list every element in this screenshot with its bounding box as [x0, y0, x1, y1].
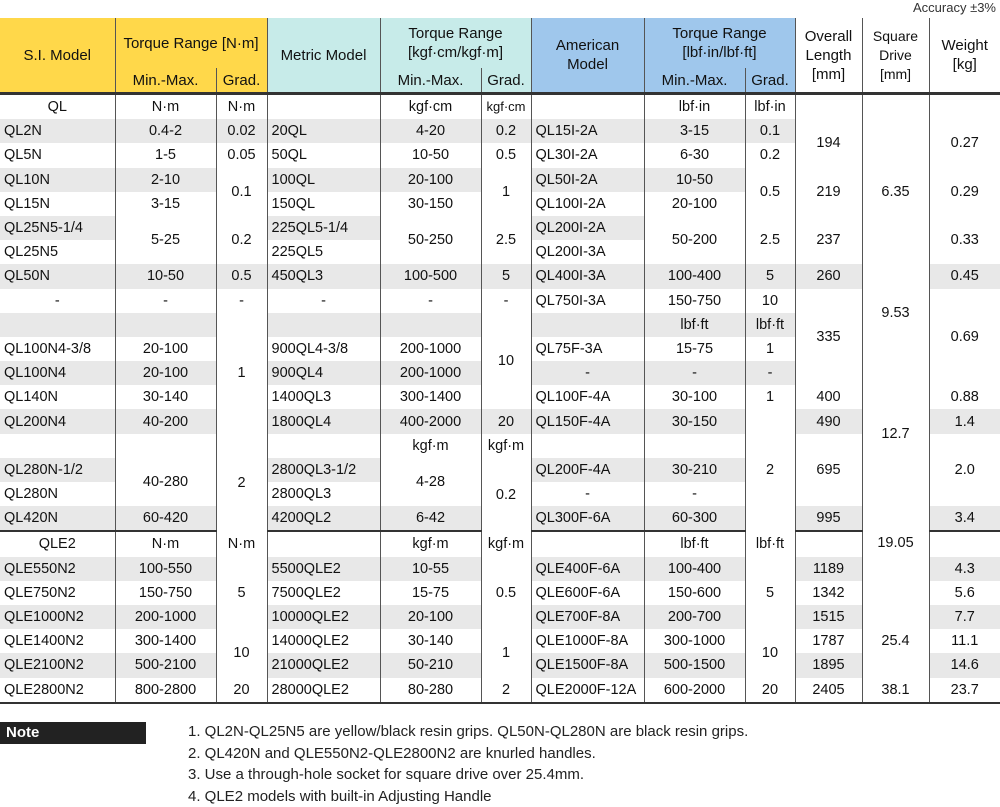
unit-cell: kgf·m — [481, 531, 531, 556]
grad-cell: 1 — [481, 168, 531, 216]
cell: - — [216, 289, 267, 313]
unit-cell: lbf·ft — [745, 313, 795, 337]
cell — [644, 434, 745, 458]
table-row — [0, 409, 1000, 433]
cell: 0.2 — [745, 143, 795, 167]
metric-model-cell: 5500QLE2 — [267, 557, 380, 581]
metric-model-cell: 450QL3 — [267, 264, 380, 288]
weight-cell: 3.4 — [929, 506, 1000, 531]
si-model-cell: QL2N — [0, 119, 115, 143]
cell — [267, 94, 380, 120]
cell: 3-15 — [115, 192, 216, 216]
cell: 80-280 — [380, 678, 481, 703]
metric-model-cell: 225QL5 — [267, 240, 380, 264]
si-model-cell: QL50N — [0, 264, 115, 288]
grad-cell: 0.1 — [216, 168, 267, 216]
cell — [795, 531, 862, 556]
american-model-cell: QL150F-4A — [531, 409, 644, 433]
cell: 300-1000 — [644, 629, 745, 653]
cell: 1 — [745, 385, 795, 409]
cell: 10-55 — [380, 557, 481, 581]
cell: 0.2 — [481, 119, 531, 143]
weight-cell: 11.1 — [929, 629, 1000, 653]
length-cell: 1189 — [795, 557, 862, 581]
grad-cell: 2 — [216, 434, 267, 532]
cell: 30-140 — [115, 385, 216, 409]
col-weight: Weight [kg] — [929, 18, 1000, 94]
grad-cell: 1 — [481, 629, 531, 677]
note-item: 3. Use a through-hole socket for square drive over 25.4mm. — [188, 764, 748, 786]
col-american-model: American Model — [531, 18, 644, 94]
cell: - — [644, 361, 745, 385]
length-cell: 490 — [795, 409, 862, 433]
cell: 50-210 — [380, 653, 481, 677]
si-model-cell: QL280N — [0, 482, 115, 506]
american-model-cell: QLE2000F-12A — [531, 678, 644, 703]
cell: 6-42 — [380, 506, 481, 531]
cell: 30-100 — [644, 385, 745, 409]
metric-model-cell: 1800QL4 — [267, 409, 380, 433]
grad-cell: 10 — [745, 629, 795, 677]
cell: 30-150 — [644, 409, 745, 433]
american-model-cell: QL750I-3A — [531, 289, 644, 313]
weight-cell: 0.29 — [929, 168, 1000, 216]
col-torque-lbf: Torque Range [lbf·in/lbf·ft] — [644, 18, 795, 68]
cell: 100-400 — [644, 557, 745, 581]
length-cell: 260 — [795, 264, 862, 288]
cell: 30-140 — [380, 629, 481, 653]
american-model-cell: QL15I-2A — [531, 119, 644, 143]
cell: 1-5 — [115, 143, 216, 167]
table-row — [0, 264, 1000, 288]
cell — [380, 313, 481, 337]
si-model-cell: QL15N — [0, 192, 115, 216]
cell: 100-500 — [380, 264, 481, 288]
american-model-cell: QL200I-3A — [531, 240, 644, 264]
note-label: Note — [0, 722, 146, 744]
cell: N·m — [216, 94, 267, 120]
cell: 150-750 — [644, 289, 745, 313]
length-cell: 995 — [795, 506, 862, 531]
table-row — [0, 557, 1000, 581]
si-model-cell: QL140N — [0, 385, 115, 409]
si-model-cell: QL5N — [0, 143, 115, 167]
cell: 600-2000 — [644, 678, 745, 703]
si-model-cell: QL — [0, 94, 115, 120]
weight-cell: 0.45 — [929, 264, 1000, 288]
cell: 2 — [481, 678, 531, 703]
range-cell: 50-250 — [380, 216, 481, 264]
si-model-cell: QL25N5 — [0, 240, 115, 264]
length-cell: 400 — [795, 385, 862, 409]
unit-cell: lbf·ft — [644, 531, 745, 556]
cell: 3-15 — [644, 119, 745, 143]
metric-model-cell: 900QL4 — [267, 361, 380, 385]
col-metric-model: Metric Model — [267, 18, 380, 94]
length-cell: 335 — [795, 289, 862, 386]
american-model-cell: QL200I-2A — [531, 216, 644, 240]
square-drive-cell: 12.7 — [862, 337, 929, 532]
subcol-minmax: Min.-Max. — [115, 68, 216, 94]
square-drive-cell: 9.53 — [862, 289, 929, 337]
si-model-cell: QL100N4-3/8 — [0, 337, 115, 361]
american-model-cell: QLE400F-6A — [531, 557, 644, 581]
cell: 20 — [216, 678, 267, 703]
cell: kgf·cm — [380, 94, 481, 120]
american-model-cell: - — [531, 482, 644, 506]
weight-cell: 1.4 — [929, 409, 1000, 433]
cell: 20-100 — [115, 337, 216, 361]
cell: 0.5 — [216, 264, 267, 288]
cell: 100-400 — [644, 264, 745, 288]
range-cell: 50-200 — [644, 216, 745, 264]
cell — [929, 531, 1000, 556]
weight-cell: 2.0 — [929, 434, 1000, 507]
cell: 20 — [481, 409, 531, 433]
si-model-cell: QLE750N2 — [0, 581, 115, 605]
cell: 30-150 — [380, 192, 481, 216]
grad-cell: 0.2 — [216, 216, 267, 264]
cell — [0, 313, 115, 337]
metric-model-cell: 10000QLE2 — [267, 605, 380, 629]
cell: 300-1400 — [115, 629, 216, 653]
weight-cell: 23.7 — [929, 678, 1000, 703]
unit-cell: kgf·m — [380, 531, 481, 556]
accuracy-note: Accuracy ±3% — [913, 0, 996, 15]
square-drive-cell: 19.05 — [862, 531, 929, 629]
cell: 0.05 — [216, 143, 267, 167]
weight-cell: 0.27 — [929, 119, 1000, 167]
american-model-cell: QL50I-2A — [531, 168, 644, 192]
grad-cell: 5 — [745, 557, 795, 630]
cell: 15-75 — [644, 337, 745, 361]
table-row — [0, 168, 1000, 192]
unit-cell: N·m — [115, 531, 216, 556]
cell: 2-10 — [115, 168, 216, 192]
cell: 6-30 — [644, 143, 745, 167]
metric-model-cell: 2800QL3 — [267, 482, 380, 506]
grad-cell: 0.2 — [481, 458, 531, 532]
cell: 1 — [745, 337, 795, 361]
weight-cell: 4.3 — [929, 557, 1000, 581]
weight-cell: 0.88 — [929, 385, 1000, 409]
cell: lbf·in — [745, 94, 795, 120]
grad-cell: 0.5 — [745, 168, 795, 216]
si-model-cell: QL25N5-1/4 — [0, 216, 115, 240]
note-list — [188, 721, 748, 807]
metric-model-cell: 900QL4-3/8 — [267, 337, 380, 361]
si-model-cell: QLE1000N2 — [0, 605, 115, 629]
si-model-cell: QL420N — [0, 506, 115, 531]
grad-cell: 5 — [216, 557, 267, 630]
cell: 0.4-2 — [115, 119, 216, 143]
note-item: 4. QLE2 models with built-in Adjusting Handle — [188, 786, 748, 807]
col-si-model: S.I. Model — [0, 18, 115, 94]
si-model-cell: QL280N-1/2 — [0, 458, 115, 482]
cell: 500-2100 — [115, 653, 216, 677]
cell: 10-50 — [115, 264, 216, 288]
unit-cell: lbf·ft — [745, 531, 795, 556]
cell: 200-1000 — [380, 337, 481, 361]
cell: kgf·cm — [481, 94, 531, 120]
cell — [115, 313, 216, 337]
length-cell: 237 — [795, 216, 862, 264]
american-model-cell: QLE700F-8A — [531, 605, 644, 629]
cell: 800-2800 — [115, 678, 216, 703]
american-model-cell: QLE1000F-8A — [531, 629, 644, 653]
cell: 20 — [745, 678, 795, 703]
metric-model-cell: 50QL — [267, 143, 380, 167]
cell: 0.02 — [216, 119, 267, 143]
cell: 150-750 — [115, 581, 216, 605]
unit-cell: kgf·m — [481, 434, 531, 458]
cell: 4-20 — [380, 119, 481, 143]
cell: 20-100 — [380, 605, 481, 629]
american-model-cell: QL30I-2A — [531, 143, 644, 167]
cell: 5 — [745, 264, 795, 288]
si-model-cell: QLE550N2 — [0, 557, 115, 581]
table-row — [0, 531, 1000, 556]
table-row — [0, 289, 1000, 313]
cell: N·m — [115, 94, 216, 120]
weight-cell: 7.7 — [929, 605, 1000, 629]
metric-model-cell: 4200QL2 — [267, 506, 380, 531]
cell: 20-100 — [115, 361, 216, 385]
cell: 400-2000 — [380, 409, 481, 433]
cell: 20-100 — [380, 168, 481, 192]
american-model-cell: QL400I-3A — [531, 264, 644, 288]
spec-table — [0, 18, 1000, 704]
cell: 5 — [481, 264, 531, 288]
si-model-cell: QL10N — [0, 168, 115, 192]
grad-cell: 0.5 — [481, 557, 531, 630]
cell: 200-1000 — [380, 361, 481, 385]
length-cell: 1787 — [795, 629, 862, 653]
si-model-cell: QLE2 — [0, 531, 115, 556]
table-row — [0, 216, 1000, 240]
american-model-cell: QL100I-2A — [531, 192, 644, 216]
metric-model-cell: 1400QL3 — [267, 385, 380, 409]
unit-cell: kgf·m — [380, 434, 481, 458]
american-model-cell: QLE600F-6A — [531, 581, 644, 605]
american-model-cell: QL300F-6A — [531, 506, 644, 531]
cell: - — [115, 289, 216, 313]
cell: - — [380, 289, 481, 313]
range-cell: 4-28 — [380, 458, 481, 506]
american-model-cell: QL200F-4A — [531, 458, 644, 482]
length-cell: 2405 — [795, 678, 862, 703]
col-square-drive: Square Drive [mm] — [862, 18, 929, 94]
metric-model-cell: 20QL — [267, 119, 380, 143]
cell: 10-50 — [380, 143, 481, 167]
weight-cell: 14.6 — [929, 653, 1000, 677]
table-row — [0, 629, 1000, 653]
si-model-cell: QLE2100N2 — [0, 653, 115, 677]
cell: 10-50 — [644, 168, 745, 192]
square-drive-cell: 38.1 — [862, 678, 929, 703]
metric-model-cell: 225QL5-1/4 — [267, 216, 380, 240]
cell: - — [644, 482, 745, 506]
grad-cell: 2 — [745, 409, 795, 531]
length-cell: 194 — [795, 119, 862, 167]
cell: 20-100 — [644, 192, 745, 216]
subcol-grad: Grad. — [216, 68, 267, 94]
metric-model-cell: 14000QLE2 — [267, 629, 380, 653]
metric-model-cell: 28000QLE2 — [267, 678, 380, 703]
weight-cell: 0.69 — [929, 289, 1000, 386]
cell — [0, 434, 115, 458]
cell: 60-420 — [115, 506, 216, 531]
grad-cell: 10 — [481, 313, 531, 410]
length-cell: 1895 — [795, 653, 862, 677]
cell: - — [481, 289, 531, 313]
cell: 200-700 — [644, 605, 745, 629]
cell: - — [745, 361, 795, 385]
cell: 0.1 — [745, 119, 795, 143]
table-row — [0, 678, 1000, 703]
table-row — [0, 119, 1000, 143]
cell: 40-200 — [115, 409, 216, 433]
subcol-grad: Grad. — [745, 68, 795, 94]
grad-cell: 2.5 — [745, 216, 795, 264]
cell: 100-550 — [115, 557, 216, 581]
weight-cell: 0.33 — [929, 216, 1000, 264]
cell — [531, 434, 644, 458]
col-torque-nm: Torque Range [N·m] — [115, 18, 267, 68]
length-cell: 1342 — [795, 581, 862, 605]
cell: 200-1000 — [115, 605, 216, 629]
square-drive-cell: 6.35 — [862, 94, 929, 289]
grad-cell: 2.5 — [481, 216, 531, 264]
unit-cell: N·m — [216, 531, 267, 556]
si-model-cell: QL100N4 — [0, 361, 115, 385]
american-model-cell: QLE1500F-8A — [531, 653, 644, 677]
cell — [795, 94, 862, 120]
si-model-cell: - — [0, 289, 115, 313]
length-cell: 1515 — [795, 605, 862, 629]
range-cell: 40-280 — [115, 458, 216, 506]
si-model-cell: QLE1400N2 — [0, 629, 115, 653]
cell — [267, 531, 380, 556]
note-item: 1. QL2N-QL25N5 are yellow/black resin grips. QL50N-QL280N are black resin grips. — [188, 721, 748, 743]
metric-model-cell: 2800QL3-1/2 — [267, 458, 380, 482]
cell — [115, 434, 216, 458]
square-drive-cell: 25.4 — [862, 629, 929, 677]
american-model-cell: - — [531, 361, 644, 385]
grad-cell: 1 — [216, 313, 267, 434]
cell: lbf·in — [644, 94, 745, 120]
cell: 30-210 — [644, 458, 745, 482]
cell: 15-75 — [380, 581, 481, 605]
cell — [531, 313, 644, 337]
length-cell: 219 — [795, 168, 862, 216]
weight-cell: 5.6 — [929, 581, 1000, 605]
col-overall-length: Overall Length [mm] — [795, 18, 862, 94]
cell: 300-1400 — [380, 385, 481, 409]
cell: 10 — [745, 289, 795, 313]
american-model-cell: QL100F-4A — [531, 385, 644, 409]
cell — [267, 434, 380, 458]
note-item: 2. QL420N and QLE550N2-QLE2800N2 are knurled handles. — [188, 743, 748, 765]
metric-model-cell: 7500QLE2 — [267, 581, 380, 605]
range-cell: 5-25 — [115, 216, 216, 264]
metric-model-cell: 100QL — [267, 168, 380, 192]
cell: 150-600 — [644, 581, 745, 605]
cell: 500-1500 — [644, 653, 745, 677]
unit-cell: lbf·ft — [644, 313, 745, 337]
cell: 0.5 — [481, 143, 531, 167]
metric-model-cell: - — [267, 289, 380, 313]
metric-model-cell: 21000QLE2 — [267, 653, 380, 677]
table-row — [0, 434, 1000, 458]
american-model-cell: QL75F-3A — [531, 337, 644, 361]
subcol-minmax: Min.-Max. — [644, 68, 745, 94]
subcol-minmax: Min.-Max. — [380, 68, 481, 94]
cell — [531, 531, 644, 556]
table-row — [0, 94, 1000, 120]
col-torque-kgf: Torque Range [kgf·cm/kgf·m] — [380, 18, 531, 68]
metric-model-cell: 150QL — [267, 192, 380, 216]
cell — [531, 94, 644, 120]
si-model-cell: QLE2800N2 — [0, 678, 115, 703]
subcol-grad: Grad. — [481, 68, 531, 94]
cell — [267, 313, 380, 337]
cell — [929, 94, 1000, 120]
si-model-cell: QL200N4 — [0, 409, 115, 433]
cell: 60-300 — [644, 506, 745, 531]
length-cell: 695 — [795, 434, 862, 507]
grad-cell: 10 — [216, 629, 267, 677]
